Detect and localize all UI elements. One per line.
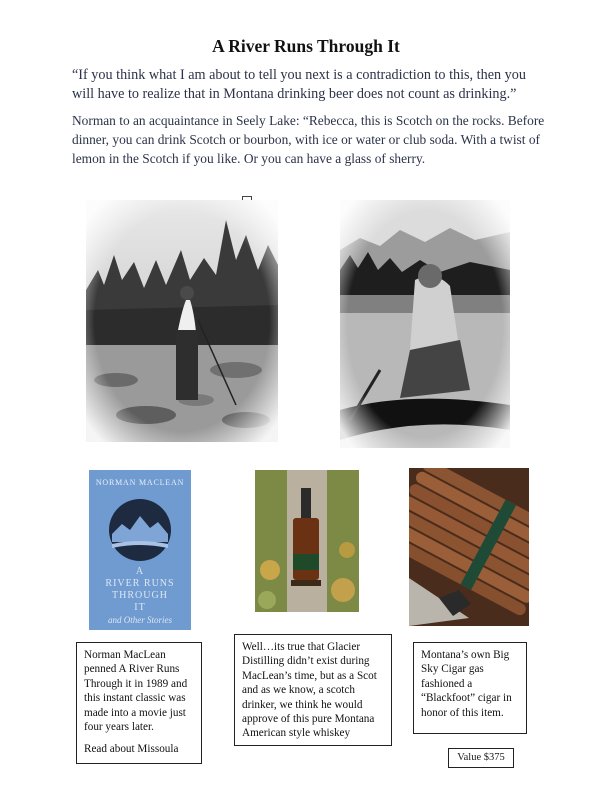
cigar-box-photo	[409, 468, 529, 626]
book-title-line-1: A	[135, 566, 145, 577]
whiskey-caption-text: Well…its true that Glacier Distilling didn’t exist during MacLean’s time, but as a Scot and as we know, a scotch drinker, we think he would approve of this pure Montana American style whiskey	[242, 641, 377, 740]
book-cover	[89, 470, 191, 630]
cigar-caption	[413, 642, 527, 734]
value-badge: Value $375	[448, 748, 514, 768]
intro-paragraph: Norman to an acquaintance in Seely Lake: “Rebecca, this is Scotch on the rocks. Before dinner, you can drink Scotch or bourbon, with ice or water or club soda. With a twist of lemon in the Scotch if you like. Or you can have a glass of sherry.	[72, 113, 545, 166]
book-emblem-icon	[108, 498, 172, 562]
whiskey-caption	[234, 634, 392, 746]
fisherman-river-photo	[86, 200, 278, 442]
book-caption	[76, 642, 202, 764]
cigar-caption-text: Montana’s own Big Sky Cigar gas fashioned a “Blackfoot” cigar in honor of this item.	[421, 649, 512, 719]
canoe-lake-photo	[340, 200, 510, 448]
book-quote: “If you think what I am about to tell you next is a contradiction to this, then you will have to realize that in Montana drinking beer does not count as drinking.”	[72, 67, 526, 102]
page-title: A River Runs Through It	[212, 36, 400, 56]
book-subtitle: and Other Stories	[108, 615, 172, 625]
whiskey-bottle-photo	[255, 470, 359, 612]
book-caption-link: Read about Missoula	[84, 743, 179, 756]
book-caption-text: Norman MacLean penned A River Runs Through it in 1989 and this instant classic was made into a movie just four years later.	[84, 649, 188, 734]
book-author: NORMAN MACLEAN	[95, 478, 185, 487]
book-title-line-3: THROUGH	[112, 590, 168, 601]
book-title-line-4: IT	[134, 602, 146, 613]
book-title-line-2: RIVER RUNS	[105, 578, 175, 589]
